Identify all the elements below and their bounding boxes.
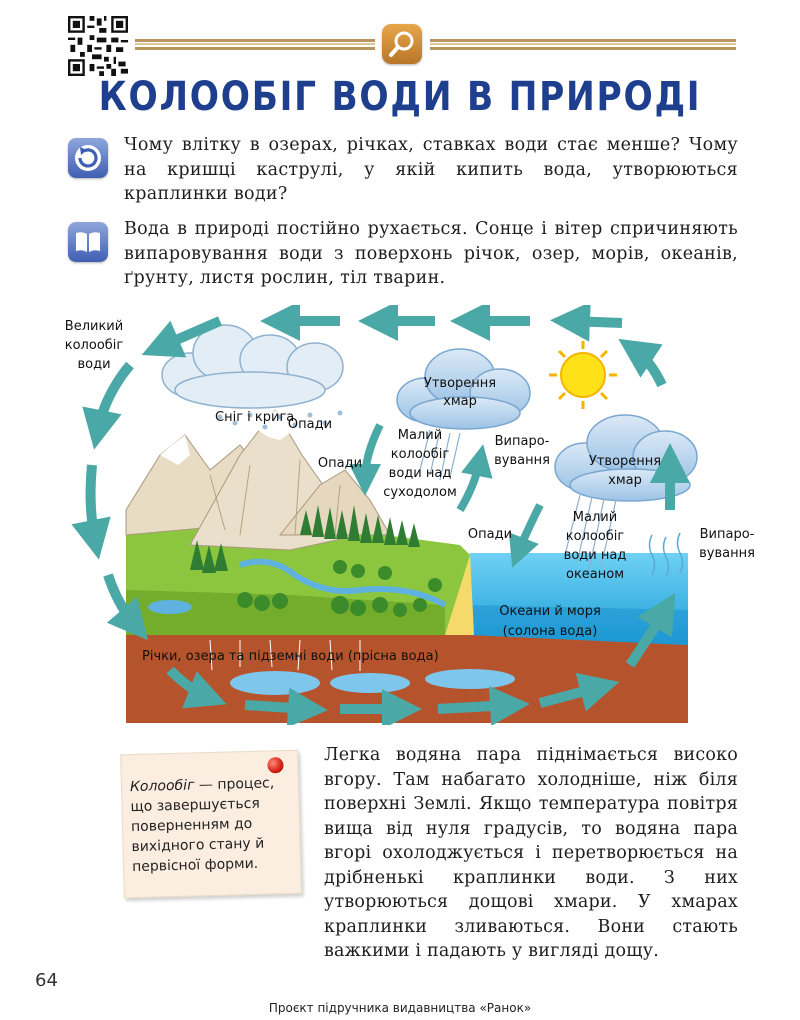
water-cycle-diagram — [40, 305, 780, 725]
label-snow-ice: Сніг і крига — [215, 410, 295, 425]
body-text: Легка водяна пара піднімається високо вгору. Там набагато холодніше, ніж біля поверхні Землі. Якщо температура повітря вища від нуля градусів, то водяна пара вгорі охолоджується і перетворюється на дрібненькі краплинки води. З них утворюються дощові хмари. У хмарах краплинки зливаються. Вони стають важкими і падають у вигляді дощу. — [324, 745, 738, 961]
intro-text: Вода в природі постійно рухається. Сонце і вітер спричиняють випаровування води з поверхонь річок, озер, морів, океанів, ґрунту, листя рослин, тіл тварин. — [124, 219, 738, 288]
label-evap-ocean-2: вування — [699, 546, 755, 561]
label-ocean-2: (солона вода) — [502, 624, 598, 639]
lake — [148, 600, 192, 614]
label-big-cycle — [65, 319, 124, 372]
label-rivers: Річки, озера та підземні води (прісна вода) — [142, 649, 439, 664]
label-small-land-4: суходолом — [383, 485, 457, 500]
big-cycle-line-3: води — [77, 357, 111, 372]
label-precip-top: Опади — [287, 417, 333, 432]
definition-body: — процес, що завершується поверненням до вихідного стану й первісної форми. — [130, 775, 275, 876]
label-small-ocean-3: води над — [563, 548, 627, 563]
sun-icon — [549, 341, 617, 409]
label-small-ocean-1: Малий — [572, 510, 618, 525]
page-title: КОЛООБІГ ВОДИ В ПРИРОДІ — [98, 74, 702, 120]
label-ocean-1: Океани й моря — [499, 604, 601, 619]
question-text: Чому влітку в озерах, річках, ставках води стає менше? Чому на кришці каструлі, у якій кипить вода, утворюються краплинки води? — [124, 135, 738, 204]
pin-icon — [267, 757, 283, 773]
label-precip-mid: Опади — [317, 456, 363, 471]
header-rule-left — [135, 38, 375, 52]
label-cloud-ocean-2: хмар — [608, 473, 642, 488]
big-cycle-line-1: Великий — [64, 319, 124, 334]
definition-text — [130, 773, 295, 877]
label-small-land-2: колообіг — [390, 447, 450, 462]
definition-term: Колообіг — [129, 777, 195, 796]
definition-note — [120, 750, 302, 899]
label-evap-ocean-1: Випаро- — [699, 527, 755, 542]
label-small-land-1: Малий — [397, 428, 443, 443]
big-cycle-line-2: колообіг — [64, 338, 124, 353]
label-small-land-3: води над — [388, 466, 452, 481]
label-precip-right: Опади — [467, 527, 513, 542]
label-small-ocean-4: океаном — [565, 567, 625, 582]
book-icon — [68, 222, 108, 262]
magnifier-icon — [382, 24, 422, 64]
label-evap-land-2: вування — [494, 453, 550, 468]
label-small-ocean-2: колообіг — [565, 529, 625, 544]
header-rule-right — [430, 38, 736, 52]
label-cloud-land-1: Утворення — [423, 376, 497, 391]
qr-code — [68, 16, 128, 76]
repeat-icon — [68, 138, 108, 178]
footer-text: Проєкт підручника видавництва «Ранок» — [268, 1001, 532, 1015]
label-cloud-ocean-1: Утворення — [588, 454, 662, 469]
label-cloud-land-2: хмар — [443, 394, 477, 409]
groundwater-1 — [230, 671, 320, 695]
label-evap-land-1: Випаро- — [494, 434, 550, 449]
page-number: 64 — [35, 970, 58, 991]
